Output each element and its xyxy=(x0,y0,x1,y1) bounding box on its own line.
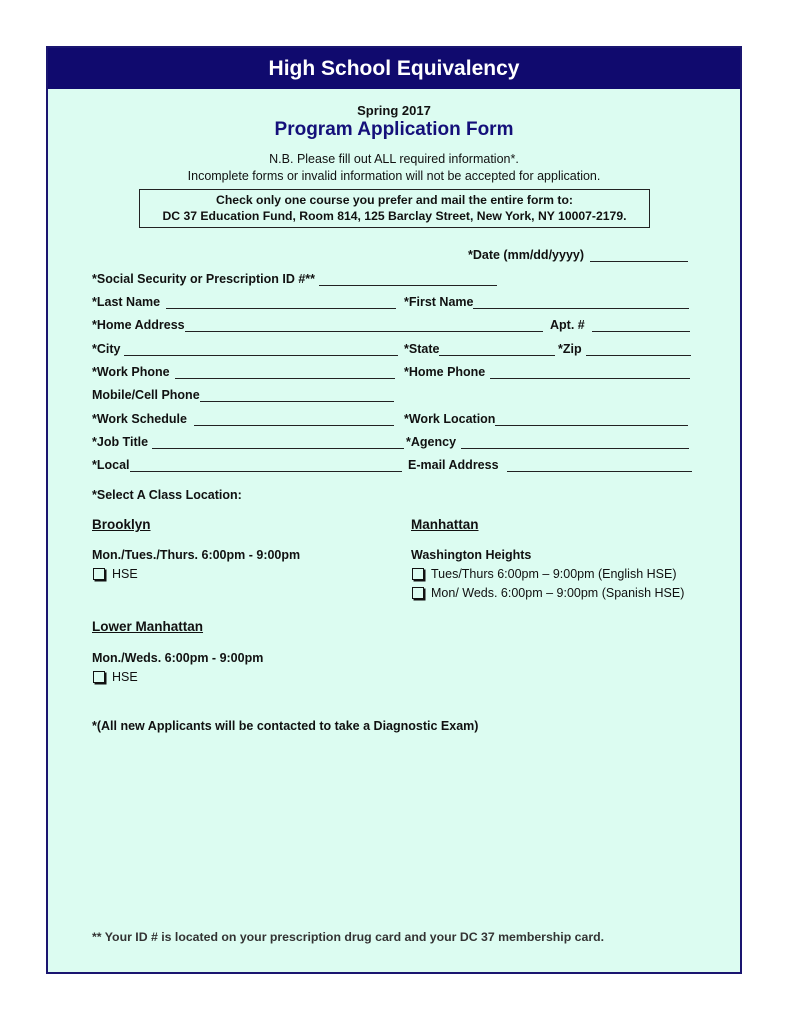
washington-heights-spanish-option[interactable] xyxy=(412,586,684,600)
mobile-phone-label: Mobile/Cell Phone xyxy=(92,388,200,402)
first-name-input[interactable] xyxy=(473,296,689,309)
washington-heights-english-option[interactable] xyxy=(412,567,676,581)
state-input[interactable] xyxy=(439,343,555,356)
home-phone-input[interactable] xyxy=(490,366,690,379)
work-phone-label: *Work Phone xyxy=(92,365,170,379)
brooklyn-heading: Brooklyn xyxy=(92,517,151,532)
last-name-label: *Last Name xyxy=(92,295,161,309)
local-label: *Local xyxy=(92,458,130,472)
mailing-address: DC 37 Education Fund, Room 814, 125 Barclay Street, New York, NY 10007-2179. xyxy=(162,209,627,223)
checkbox-icon[interactable] xyxy=(412,587,424,599)
option-label: Tues/Thurs 6:00pm – 9:00pm (English HSE) xyxy=(431,567,677,581)
checkbox-icon[interactable] xyxy=(93,671,105,683)
job-title-input[interactable] xyxy=(152,436,404,449)
apt-field xyxy=(550,318,690,332)
ssn-input[interactable] xyxy=(319,273,497,286)
local-field xyxy=(92,458,402,472)
ssn-label: *Social Security or Prescription ID #** xyxy=(92,272,315,286)
mobile-phone-field xyxy=(92,388,394,402)
work-location-label: *Work Location xyxy=(404,412,496,426)
apt-label: Apt. # xyxy=(550,318,585,332)
zip-label: *Zip xyxy=(558,342,582,356)
work-schedule-field xyxy=(92,412,394,426)
apt-input[interactable] xyxy=(592,319,690,332)
brooklyn-hse-option[interactable] xyxy=(93,567,138,581)
option-label: HSE xyxy=(112,670,138,684)
email-field xyxy=(408,458,692,472)
ssn-field xyxy=(92,272,497,286)
agency-field xyxy=(406,435,689,449)
diagnostic-exam-note: *(All new Applicants will be contacted to take a Diagnostic Exam) xyxy=(92,719,479,733)
work-location-field xyxy=(404,412,688,426)
mailing-instructions-box xyxy=(139,189,650,228)
washington-heights-subheading: Washington Heights xyxy=(411,548,532,562)
last-name-field xyxy=(92,295,396,309)
mobile-phone-input[interactable] xyxy=(200,389,394,402)
checkbox-icon[interactable] xyxy=(93,568,105,580)
notice-incomplete: Incomplete forms or invalid information will not be accepted for application. xyxy=(187,169,601,183)
email-input[interactable] xyxy=(507,459,692,472)
local-input[interactable] xyxy=(130,459,402,472)
id-footnote: ** Your ID # is located on your prescription drug card and your DC 37 membership card. xyxy=(92,930,605,944)
home-phone-field xyxy=(404,365,690,379)
mailing-instruction: Check only one course you prefer and mail the entire form to: xyxy=(216,193,573,207)
state-label: *State xyxy=(404,342,440,356)
season-label: Spring 2017 xyxy=(357,103,431,118)
work-schedule-label: *Work Schedule xyxy=(92,412,187,426)
home-address-field xyxy=(92,318,543,332)
manhattan-heading: Manhattan xyxy=(411,517,479,532)
home-address-label: *Home Address xyxy=(92,318,185,332)
date-input[interactable] xyxy=(590,249,688,262)
first-name-label: *First Name xyxy=(404,295,474,309)
last-name-input[interactable] xyxy=(166,296,396,309)
date-label: *Date (mm/dd/yyyy) xyxy=(468,248,585,262)
work-phone-input[interactable] xyxy=(175,366,395,379)
city-label: *City xyxy=(92,342,121,356)
checkbox-icon[interactable] xyxy=(412,568,424,580)
job-title-field xyxy=(92,435,404,449)
state-field xyxy=(404,342,555,356)
application-form xyxy=(46,46,742,974)
work-location-input[interactable] xyxy=(495,413,688,426)
home-phone-label: *Home Phone xyxy=(404,365,486,379)
first-name-field xyxy=(404,295,689,309)
date-field xyxy=(468,248,688,262)
zip-field xyxy=(558,342,691,356)
lower-manhattan-heading: Lower Manhattan xyxy=(92,619,204,634)
class-location-label: *Select A Class Location: xyxy=(92,488,242,502)
email-label: E-mail Address xyxy=(408,458,499,472)
option-label: Mon/ Weds. 6:00pm – 9:00pm (Spanish HSE) xyxy=(431,586,685,600)
work-phone-field xyxy=(92,365,395,379)
form-banner: High School Equivalency xyxy=(48,48,740,89)
home-address-input[interactable] xyxy=(185,319,543,332)
notice-required: N.B. Please fill out ALL required information*. xyxy=(269,152,519,166)
brooklyn-schedule: Mon./Tues./Thurs. 6:00pm - 9:00pm xyxy=(92,548,301,562)
agency-label: *Agency xyxy=(406,435,457,449)
city-input[interactable] xyxy=(124,343,398,356)
lower-manhattan-hse-option[interactable] xyxy=(93,670,138,684)
city-field xyxy=(92,342,398,356)
option-label: HSE xyxy=(112,567,138,581)
form-title: Program Application Form xyxy=(274,119,514,140)
work-schedule-input[interactable] xyxy=(194,413,394,426)
zip-input[interactable] xyxy=(586,343,691,356)
job-title-label: *Job Title xyxy=(92,435,149,449)
lower-manhattan-schedule: Mon./Weds. 6:00pm - 9:00pm xyxy=(92,651,264,665)
agency-input[interactable] xyxy=(461,436,689,449)
